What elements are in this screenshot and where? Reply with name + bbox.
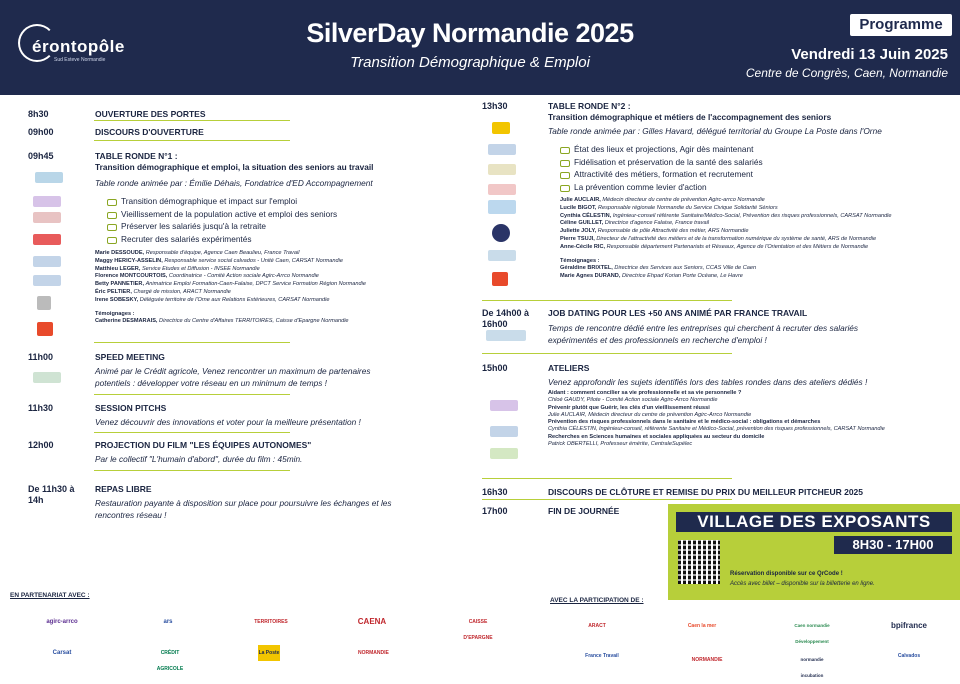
insee-logo-icon [33,275,61,286]
speaker: Juliette JOLY, Responsable de pôle Attractivité des métier, ARS Normandie [560,228,749,235]
bullet-list [558,143,938,193]
time: 11h00 [28,352,54,362]
normandie-logo-icon [37,322,53,336]
workshop-speaker: Julie AUCLAIR, Médecin directeur du centre de prévention Agirc-Arrco Normandie [548,411,752,418]
logo-sub: Sud Esteve Normandie [54,57,106,63]
divider [94,470,290,471]
divider [94,432,290,433]
cemef-logo-icon [490,448,518,459]
session-label: JOB DATING POUR LES +50 ANS ANIMÉ PAR FRANCE TRAVAIL [548,308,808,318]
partner-logo: ars [163,619,173,625]
session-desc: Par le collectif "L'humain d'abord", durée du film : 45min. [95,454,303,464]
session-subtitle: Transition démographique et métiers de l'accompagnement des seniors [548,112,832,122]
partners-label: EN PARTENARIAT AVEC : [10,592,90,599]
bullet-item: Vieillissement de la population active et emploi des seniors [105,208,425,221]
time: 11h30 [28,403,54,413]
page-subtitle: Transition Démographique & Emploi [350,54,590,71]
left-column [28,100,448,530]
speaker: Éric PELTIER, Chargé de mission, ARACT Normandie [95,288,231,295]
testimony-label: Témoignages : [560,257,600,264]
village-reservation: Réservation disponible sur ce QrCode ! [730,571,843,577]
aract-logo-icon [33,212,61,223]
session-desc: Animé par le Crédit agricole, Venez rencontrer un maximum de partenaires potentiels : développer votre réseau en un minimum de temps ! [95,366,371,388]
time: De 11h30 à 14h [28,484,75,505]
workshop-speaker: Patrick OBERTELLI, Professeur émérite, CentraleSupélec [548,441,693,448]
participant-logo: normandie incubation [800,657,824,678]
bullet-item: Fidélisation et préservation de la santé des salariés [558,156,938,169]
session-label: PROJECTION DU FILM "LES ÉQUIPES AUTONOMES" [95,440,312,450]
bullet-item: Recruter des salariés expérimentés [105,233,425,246]
agirc-logo-icon [33,196,61,207]
participant-logo: France Travail [585,653,619,659]
participant-logo: Calvados [897,653,921,659]
village-access: Accès avec billet – disponible sur la billetterie en ligne. [730,581,875,587]
partner-logo: Carsat [52,650,72,656]
france-travail-logo-icon [486,330,526,341]
la-poste-logo-icon [492,122,510,134]
workshop-title: Prévention des risques professionnels dans le sanitaire et le médico-social : obligations et démarches [548,419,821,426]
speaker: Maggy HERICY-ASSELIN, Responsable service social calvados - Unité Caen, CARSAT Normandie [95,257,343,264]
bullet-item: Transition démographique et impact sur l'emploi [105,195,425,208]
partner-logo: NORMANDIE [358,650,389,656]
divider [94,342,290,343]
participation-label: AVEC LA PARTICIPATION DE : [550,597,644,604]
caisse-logo-icon [33,234,61,245]
session-label: REPAS LIBRE [95,484,152,494]
workshop-title: Recherches en Sciences humaines et sociales appliquées au secteur du domicile [548,433,765,440]
village-box [668,504,960,600]
normandie-logo-icon [492,272,508,286]
ssi-logo-icon [488,164,516,175]
divider [94,140,290,141]
village-hours: 8H30 - 17H00 [834,536,952,554]
participant-logo: ARACT [588,623,606,629]
ars-logo-icon [488,144,516,155]
session-desc: Table ronde animée par : Émilie Déhais, Fondatrice d'ED Accompagnement [95,178,373,188]
bullet-list [105,195,425,245]
speaker: Pierre TSUJI, Directeur de l'attractivité des métiers et de la transformation numérique du système de santé, ARS de Normandie [560,235,877,242]
testimony: Catherine DESMARAIS, Directrice du Centre d'Affaires TERRITOIRES, Caisse d'Epargne Normandie [95,318,349,325]
time: 09h45 [28,151,54,161]
speaker: Betty PANNETIER, Animatrice Emploi Formation-Caen-Falaise, DPCT Service Formation Région Normandie [95,281,366,288]
session-label: DISCOURS D'OUVERTURE [95,127,204,137]
testimony-label: Témoignages : [95,310,135,317]
session-label: FIN DE JOURNÉE [548,506,620,516]
workshops-list [548,390,958,448]
session-label: SESSION PITCHS [95,403,167,413]
partner-logo: CAISSE D'EPARGNE [463,619,493,641]
session-desc: Temps de rencontre dédié entre les entreprises qui cherchent à recruter des salariés expérimentés et des professionnels en recherche d'emploi ! [548,323,859,345]
session-desc: Venez approfondir les sujets identifiés lors des tables rondes dans des ateliers dédiés ! [548,377,868,387]
speakers-list [95,250,435,326]
session-label: OUVERTURE DES PORTES [95,109,206,119]
carsat-logo-icon [37,296,51,310]
session-desc: Restauration payante à disposition sur place pour poursuivre les échanges et les rencontres réseau ! [95,498,392,520]
header [0,0,960,95]
divider [482,499,732,500]
session-label: TABLE RONDE N°2 : [548,101,631,111]
time: 16h30 [482,487,508,497]
bullet-item: Préserver les salariés jusqu'à la retraite [105,220,425,233]
workshop-speaker: Chloé GAUDY, Pilote - Comité Action sociale Agirc-Arrco Normandie [548,397,718,404]
speakers-list [560,197,958,281]
time: 09h00 [28,127,54,137]
workshop-title: Prévenir plutôt que Guérir, les clés d'un vieillissement réussi [548,404,710,411]
speaker: Marie DESSOUDE, Responsable d'équipe, Agence Caen Beaulieu, France Travail [95,250,300,256]
workshop-title: Aidant : comment concilier sa vie professionnelle et sa vie personnelle ? [548,390,742,396]
bullet-item: La prévention comme levier d'action [558,181,938,194]
participant-logo: NORMANDIE [691,657,723,663]
session-subtitle: Transition démographique et emploi, la situation des seniors au travail [95,162,374,172]
credit-agricole-logo-icon [33,372,61,383]
testimony: Géraldine BRIXTEL, Directrice des Services aux Seniors, CCAS Ville de Caen [560,265,757,272]
partner-logo: La Poste [258,645,280,661]
gerontopole-logo [18,24,125,68]
speaker: Matthieu LEGER, Service Etudes et Diffusion - INSEE Normandie [95,265,260,272]
participant-logo: Caen normandie Développement [794,623,830,644]
session-label: SPEED MEETING [95,352,165,362]
page-title: SilverDay Normandie 2025 [306,18,634,48]
agence-logo-icon [492,224,510,242]
right-column [482,100,958,520]
programme-badge: Programme [850,14,952,36]
speaker: Cynthia CÉLESTIN, Ingénieur-conseil référente Sanitaire/Médico-Social, Prévention des risques professionnels, CARSAT Normandie [560,212,892,219]
divider [482,300,732,301]
carsat-logo-icon [490,426,518,437]
session-label: DISCOURS DE CLÔTURE ET REMISE DU PRIX DU MEILLEUR PITCHEUR 2025 [548,487,864,497]
partner-logo: CAENA [357,617,387,626]
workshop-speaker: Cynthia CÉLESTIN, Ingénieur-conseil, référente Sanitaire et Médico-Social, prévention des risques professionnels, CARSAT Normandie [548,426,885,433]
testimony: Marie Agnes DURAND, Directrice Ehpad Korian Porte Océane, Le Havre [560,273,743,280]
participant-logo: bpifrance [890,621,927,630]
caena-logo-icon [488,184,516,195]
divider [482,353,732,354]
korian-logo-icon [488,200,516,214]
time: 12h00 [28,440,54,450]
session-desc: Venez découvrir des innovations et voter pour la meilleure présentation ! [95,417,361,427]
session-label: TABLE RONDE N°1 : [95,151,178,161]
agirc-logo-icon [490,400,518,411]
logo-name: érontopôle [32,37,125,56]
event-date: Vendredi 13 Juin 2025 [791,46,948,63]
speaker: Julie AUCLAIR, Médecin directeur du centre de prévention Agirc-arrco Normandie [560,197,765,203]
divider [482,478,732,479]
time: 15h00 [482,363,508,373]
village-title: VILLAGE DES EXPOSANTS [676,512,952,532]
bullet-item: État des lieux et projections, Agir dès maintenant [558,143,938,156]
divider [94,394,290,395]
time: 17h00 [482,506,508,516]
speaker: Lucile BIGOT, Responsable régionale Normandie du Service Civique Solidarité Séniors [560,204,778,211]
participant-logo: Caen la mer [687,623,717,629]
speaker: Céline GUILLET, Directrice d'agence Falaise, France travail [560,220,710,227]
qr-code-icon[interactable] [678,540,720,584]
time: 8h30 [28,109,49,119]
session-desc: Table ronde animée par : Gilles Havard, délégué territorial du Groupe La Poste dans l'Orne [548,126,882,136]
event-place: Centre de Congrès, Caen, Normandie [745,66,948,80]
session-label: ATELIERS [548,363,590,373]
partner-logo: agirc-arrco [46,619,78,625]
partner-logo: CRÉDIT AGRICOLE [156,650,184,672]
speaker: Irene SOBESKY, Déléguée territoire de l'Orne aux Relations Extérieures, CARSAT Normandie [95,296,330,303]
partner-logo: TERRITOIRES [254,619,288,625]
france-travail-logo-icon [33,256,61,267]
france-travail-logo-icon [488,250,516,261]
speaker: Florence MONTCOURTOIS, Coordinatrice - Comité Action sociale Agirc-Arrco Normandie [95,273,319,280]
speaker: Anne-Cécile RIC, Responsable département Partenariats et Réseaux, Agence de l'Orientation et des Métiers de Normandie [560,243,869,250]
bullet-item: Attractivité des métiers, formation et recrutement [558,168,938,181]
time: De 14h00 à 16h00 [482,308,530,329]
divider [94,120,290,121]
time: 13h30 [482,101,508,111]
ed-logo-icon [35,172,63,183]
